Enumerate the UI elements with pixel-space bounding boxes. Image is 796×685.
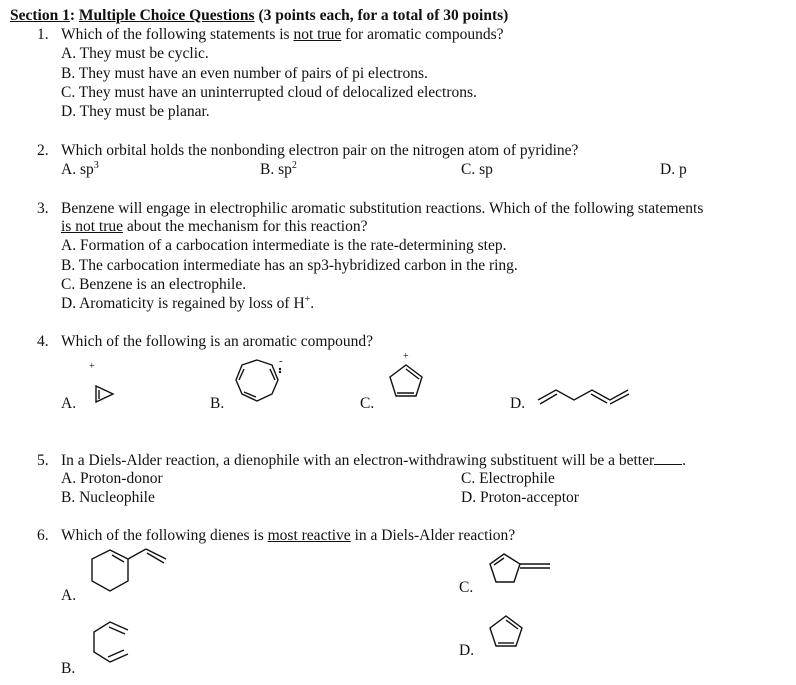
q2-option-a-sup: 3 <box>93 160 99 171</box>
section-points: (3 points each, for a total of 30 points) <box>254 7 509 24</box>
q5-stem-text: In a Diels-Alder reaction, a dienophile with an electron-withdrawing substituent will be a better <box>61 452 655 469</box>
q6-stem <box>61 527 515 545</box>
q5-option-b: B. Nucleophile <box>61 489 155 506</box>
q3-option-d-end: . <box>310 295 315 312</box>
q2-option-a-text: A. sp <box>61 161 94 178</box>
q2-option-b-sup: 2 <box>291 160 297 171</box>
q6-stem-end: in a Diels-Alder reaction? <box>350 527 516 544</box>
q2-stem: Which orbital holds the nonbonding electron pair on the nitrogen atom of pyridine? <box>61 142 579 159</box>
q3-stem-underline: is not true <box>61 218 123 235</box>
q6-b-cyclic-diene-structure <box>88 620 138 670</box>
q2-option-d: D. p <box>660 161 687 178</box>
q2-option-c: C. sp <box>461 161 493 178</box>
q1-stem-end: for aromatic compounds? <box>341 26 504 43</box>
q4-option-b: B. <box>210 395 225 412</box>
q3-stem-line1: Benzene will engage in electrophilic aromatic substitution reactions. Which of the following statements <box>61 200 704 217</box>
section-title: Multiple Choice Questions <box>78 7 255 24</box>
q5-stem <box>61 452 686 470</box>
q4-b-lone-pair-dots <box>276 362 290 374</box>
q4-b-minus-charge: - <box>279 355 283 367</box>
section-header <box>10 7 508 25</box>
q4-number: 4. <box>37 333 49 350</box>
q1-option-d: D. They must be planar. <box>61 103 210 120</box>
q2-option-b <box>260 161 297 179</box>
q5-option-d: D. Proton-acceptor <box>461 489 579 506</box>
q6-a-vinylcyclohexene-structure <box>88 545 178 605</box>
q6-stem-underline: most reactive <box>267 527 351 544</box>
q3-option-b: B. The carbocation intermediate has an sp3-hybridized carbon in the ring. <box>61 257 518 274</box>
q4-option-c: C. <box>360 395 375 412</box>
q3-number: 3. <box>37 200 49 217</box>
q4-c-plus-charge: + <box>403 351 409 362</box>
q2-option-b-text: B. sp <box>260 161 292 178</box>
q2-number: 2. <box>37 142 49 159</box>
q3-stem-end: about the mechanism for this reaction? <box>123 218 368 235</box>
q6-option-d: D. <box>459 642 475 659</box>
q5-answer-blank <box>654 452 682 465</box>
q6-d-cyclopentadiene-structure <box>486 612 536 662</box>
q1-number: 1. <box>37 26 49 43</box>
q3-option-d-sup: + <box>304 294 311 305</box>
q6-number: 6. <box>37 527 49 544</box>
q4-d-hexatriene-structure <box>536 380 646 410</box>
q3-option-d <box>61 295 314 313</box>
q6-c-methylenecyclopentene-structure <box>486 548 556 598</box>
q4-a-cyclopropenyl-cation-structure <box>88 366 128 406</box>
q5-option-c: C. Electrophile <box>461 470 555 487</box>
q1-option-a: A. They must be cyclic. <box>61 45 209 62</box>
section-sep: : <box>69 7 79 24</box>
q6-stem-start: Which of the following dienes is <box>61 527 268 544</box>
q6-option-b: B. <box>61 660 76 677</box>
q1-stem <box>61 26 504 44</box>
q6-option-c: C. <box>459 579 474 596</box>
q3-option-a: A. Formation of a carbocation intermediate is the rate-determining step. <box>61 237 507 254</box>
q4-option-a: A. <box>61 395 77 412</box>
section-label: Section 1 <box>10 7 70 24</box>
q4-c-cyclopentadienyl-cation-structure <box>384 356 434 406</box>
q4-a-plus-charge: + <box>89 361 95 372</box>
q3-stem-line2 <box>61 218 367 236</box>
q6-option-a: A. <box>61 587 77 604</box>
q4-option-d: D. <box>510 395 526 412</box>
q5-option-a: A. Proton-donor <box>61 470 163 487</box>
q2-option-a <box>61 161 99 179</box>
q5-stem-end: . <box>682 452 686 469</box>
q1-stem-start: Which of the following statements is <box>61 26 294 43</box>
q5-number: 5. <box>37 452 49 469</box>
q1-option-c: C. They must have an uninterrupted cloud of delocalized electrons. <box>61 84 477 101</box>
q3-option-c: C. Benzene is an electrophile. <box>61 276 247 293</box>
q4-stem: Which of the following is an aromatic compound? <box>61 333 374 350</box>
q3-option-d-text: D. Aromaticity is regained by loss of H <box>61 295 305 312</box>
q1-stem-underline: not true <box>293 26 342 43</box>
q1-option-b: B. They must have an even number of pairs of pi electrons. <box>61 65 428 82</box>
